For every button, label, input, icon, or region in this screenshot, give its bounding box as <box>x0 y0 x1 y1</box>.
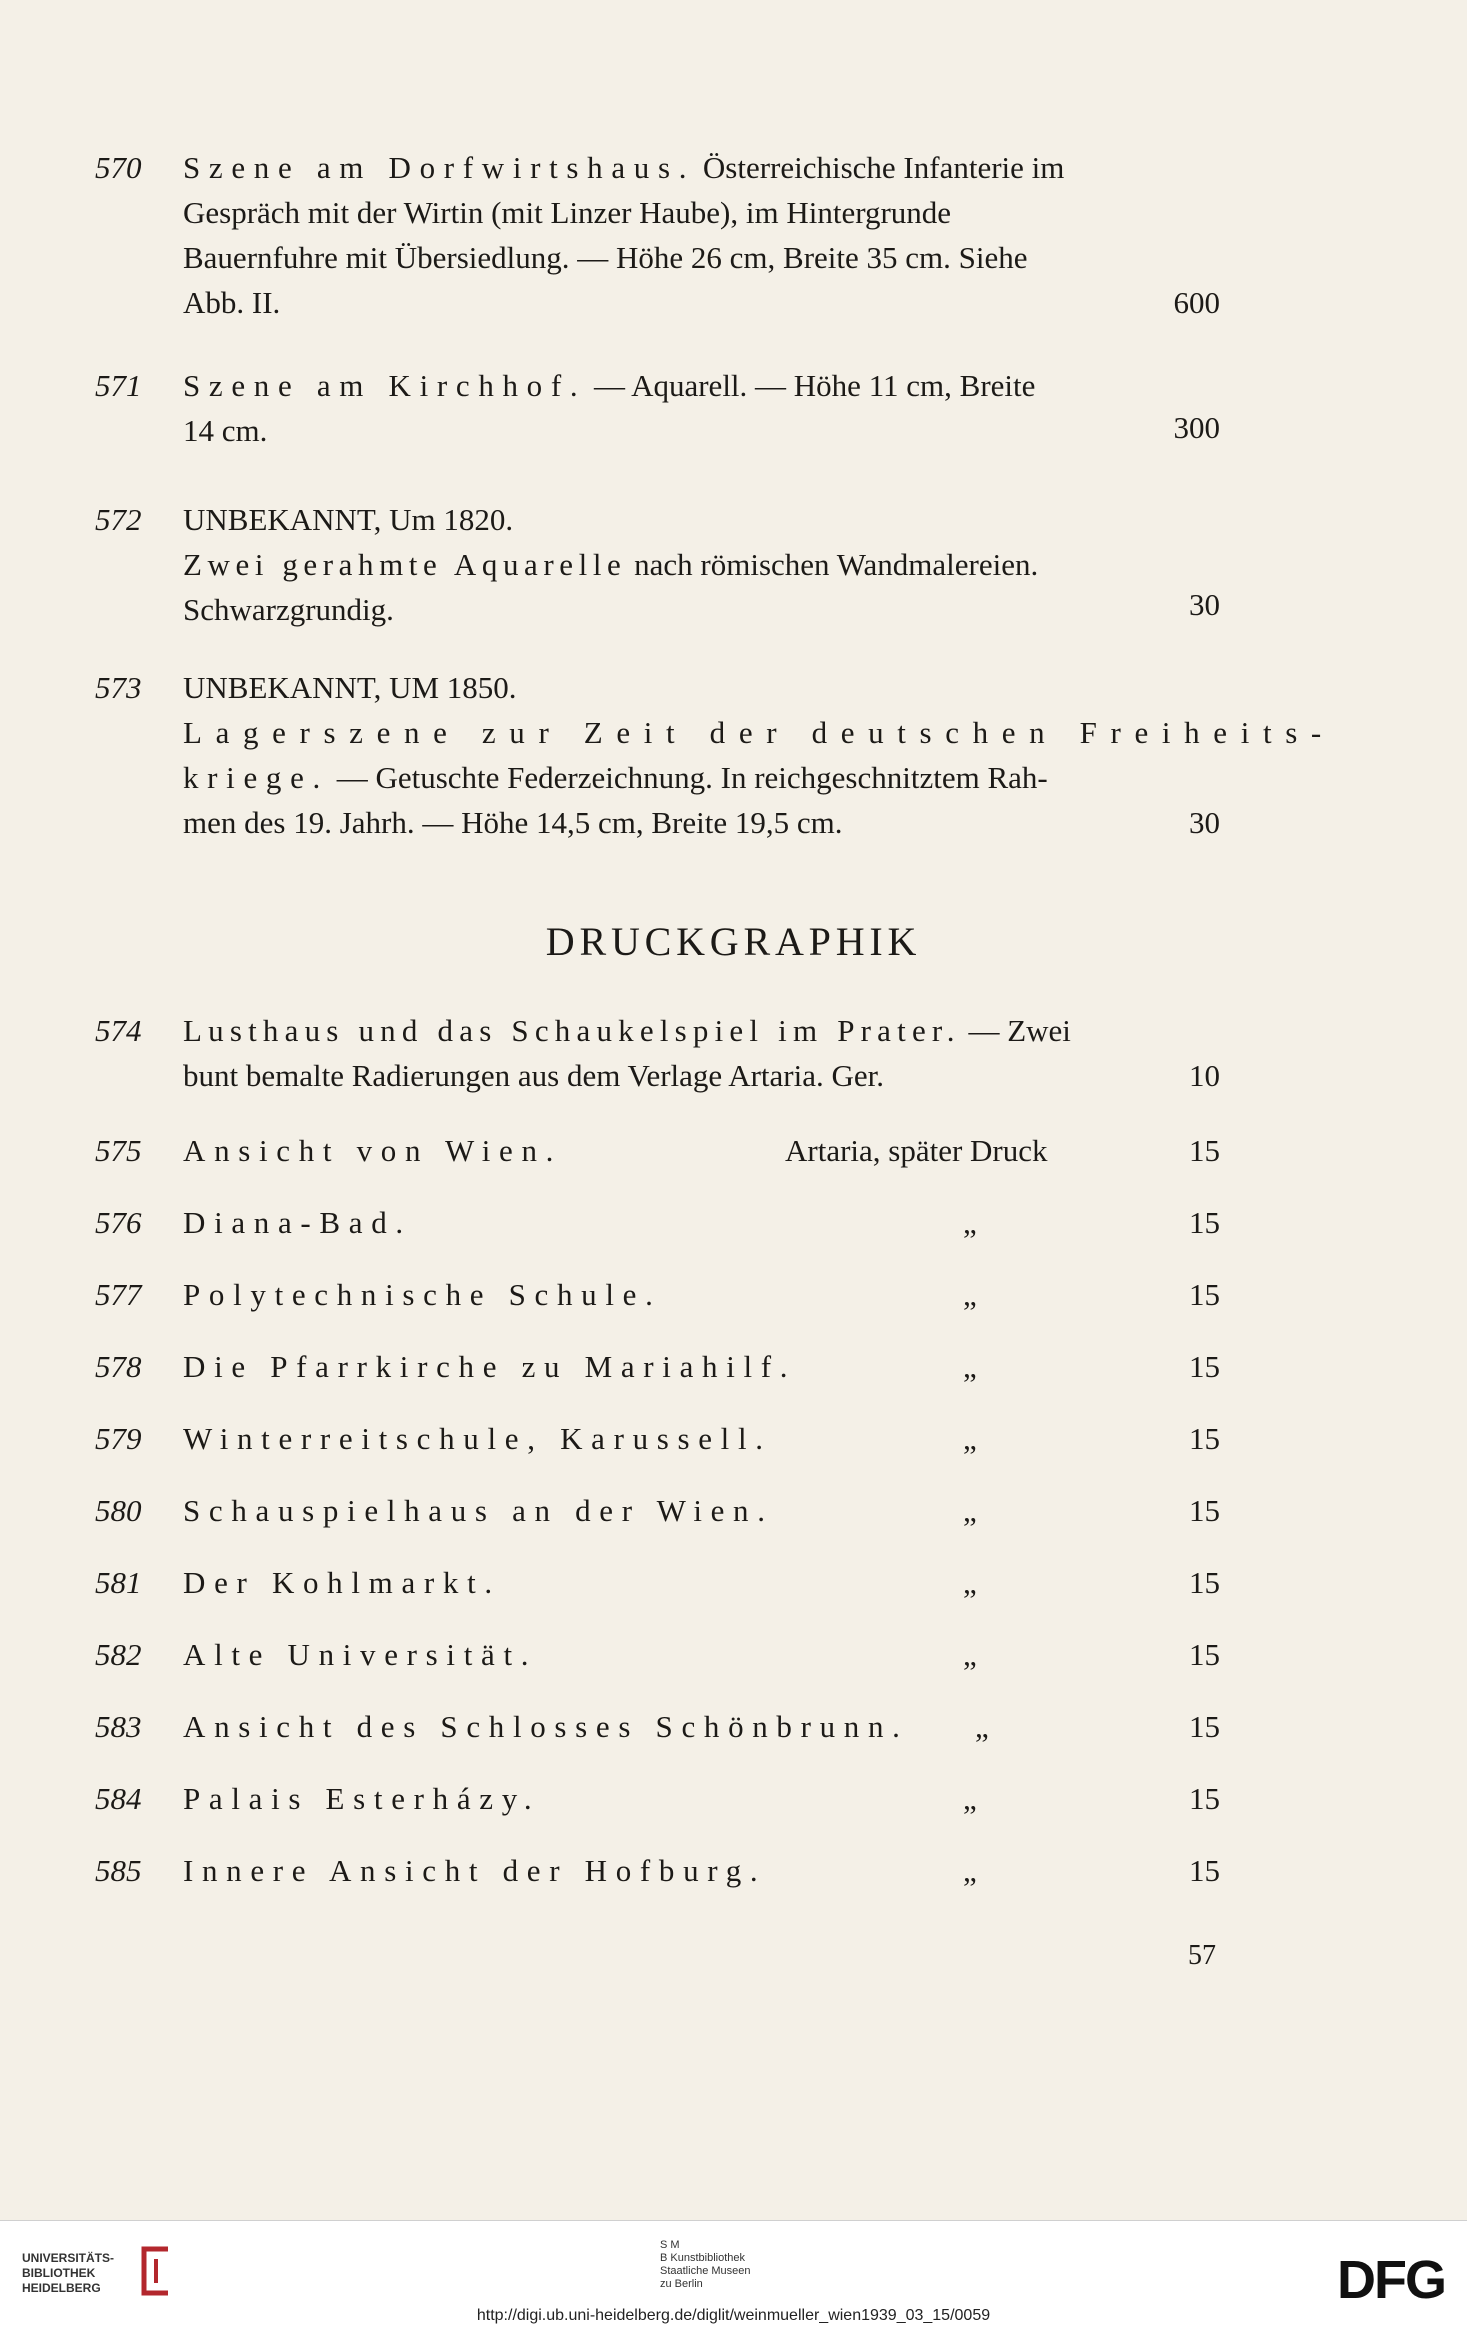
entry-title: Die Pfarrkirche zu Mariahilf. <box>183 1349 797 1384</box>
entry-text <box>183 1488 1220 1533</box>
entry-number: 580 <box>95 1493 142 1528</box>
entry-number: 573 <box>95 670 142 705</box>
library-name <box>22 2251 114 2296</box>
entry-title: Lusthaus und das Schaukelspiel im Prater. <box>183 1013 961 1048</box>
stamp-line: S M <box>660 2239 680 2251</box>
entry-line <box>183 542 1220 587</box>
entry-text <box>183 1008 1220 1098</box>
entry-number: 577 <box>95 1277 142 1312</box>
entry-line: bunt bemalte Radierungen aus dem Verlage Artaria. Ger. <box>183 1058 884 1093</box>
entry-text <box>183 1704 1220 1749</box>
entry-price: 15 <box>1189 1277 1220 1312</box>
entry-title: Innere Ansicht der Hofburg. <box>183 1853 767 1888</box>
entry-text <box>183 145 1220 325</box>
entry-title: Palais Esterházy. <box>183 1781 541 1816</box>
entry-text <box>183 1128 1220 1173</box>
entry-text <box>183 1344 1220 1389</box>
entry-line: Bauernfuhre mit Übersiedlung. — Höhe 26 cm, Breite 35 cm. Siehe <box>183 240 1028 275</box>
entry-title: kriege. <box>183 760 329 795</box>
entry-line: Schwarzgrundig. <box>183 592 394 627</box>
viewer-footer <box>0 2220 1467 2332</box>
catalog-entry-580 <box>95 1488 1220 1533</box>
entry-text <box>183 1200 1220 1245</box>
ditto-mark: „ <box>963 1781 977 1816</box>
entry-number: 583 <box>95 1709 142 1744</box>
entry-line <box>183 710 1335 755</box>
museum-stamp <box>660 2239 751 2291</box>
entry-line-text: nach römischen Wandmalereien. <box>626 547 1039 582</box>
entry-text <box>183 1848 1220 1893</box>
entry-line <box>183 363 1220 408</box>
entry-price: 15 <box>1189 1565 1220 1600</box>
entry-number: 575 <box>95 1133 142 1168</box>
stamp-line: zu Berlin <box>660 2278 703 2290</box>
entry-line-text: Österreichische Infanterie im <box>695 150 1065 185</box>
dfg-logo: DFG <box>1337 2250 1445 2310</box>
ditto-mark: „ <box>975 1709 989 1744</box>
entry-number: 571 <box>95 368 142 403</box>
entry-line: Abb. II. <box>183 285 281 320</box>
entry-title: Ansicht von Wien. <box>183 1133 563 1168</box>
entry-number: 582 <box>95 1637 142 1672</box>
entry-text <box>183 1632 1220 1677</box>
catalog-entry-577 <box>95 1272 1220 1317</box>
entry-price: 600 <box>1173 285 1220 320</box>
library-name-line: UNIVERSITÄTS- <box>22 2251 115 2265</box>
entry-number: 576 <box>95 1205 142 1240</box>
entry-number: 570 <box>95 150 142 185</box>
ditto-mark: „ <box>963 1421 977 1456</box>
section-heading: DRUCKGRAPHIK <box>545 919 922 964</box>
catalog-entry-575 <box>95 1128 1220 1173</box>
catalog-entry-579 <box>95 1416 1220 1461</box>
catalog-entry-572 <box>95 497 1220 637</box>
ditto-mark: „ <box>963 1565 977 1600</box>
entry-price: 15 <box>1189 1205 1220 1240</box>
catalog-entry-584 <box>95 1776 1220 1821</box>
entry-note: Artaria, später Druck <box>785 1133 1048 1168</box>
entry-line <box>183 755 1220 800</box>
entry-number: 581 <box>95 1565 142 1600</box>
library-name-line: HEIDELBERG <box>22 2281 101 2295</box>
entry-price: 15 <box>1189 1781 1220 1816</box>
entry-line-text: — Aquarell. — Höhe 11 cm, Breite <box>586 368 1036 403</box>
ditto-mark: „ <box>963 1349 977 1384</box>
entry-title: Lagerszene zur Zeit der deutschen Freiheits- <box>183 715 1335 750</box>
catalog-entry-573 <box>95 665 1335 855</box>
entry-number: 574 <box>95 1013 142 1048</box>
entry-price: 15 <box>1189 1493 1220 1528</box>
library-name-line: BIBLIOTHEK <box>22 2266 96 2280</box>
entry-line: 14 cm. <box>183 413 268 448</box>
entry-price: 300 <box>1173 410 1220 445</box>
entry-text <box>183 363 1220 453</box>
entry-price: 15 <box>1189 1133 1220 1168</box>
entry-title: Szene am Kirchhof. <box>183 368 587 403</box>
entry-line-text: — Getuschte Federzeichnung. In reichgeschnitztem Rah- <box>328 760 1048 795</box>
catalog-entry-578 <box>95 1344 1220 1389</box>
catalog-entry-582 <box>95 1632 1220 1677</box>
entry-number: 585 <box>95 1853 142 1888</box>
entry-price: 30 <box>1189 587 1220 622</box>
entry-number: 579 <box>95 1421 142 1456</box>
entry-title: Schauspielhaus an der Wien. <box>183 1493 774 1528</box>
entry-line: UNBEKANNT, UM 1850. <box>183 670 517 705</box>
entry-title: Der Kohlmarkt. <box>183 1565 501 1600</box>
entry-text <box>183 497 1220 632</box>
stamp-line: B Kunstbibliothek <box>660 2252 745 2264</box>
entry-price: 15 <box>1189 1421 1220 1456</box>
entry-price: 30 <box>1189 805 1220 840</box>
entry-text <box>183 1560 1220 1605</box>
entry-price: 15 <box>1189 1349 1220 1384</box>
entry-line <box>183 145 1220 190</box>
entry-price: 15 <box>1189 1709 1220 1744</box>
stamp-line: Staatliche Museen <box>660 2265 751 2277</box>
entry-title: Szene am Dorfwirtshaus. <box>183 150 696 185</box>
entry-title: Polytechnische Schule. <box>183 1277 662 1312</box>
ditto-mark: „ <box>963 1205 977 1240</box>
entry-text <box>183 1416 1220 1461</box>
entry-line: Gespräch mit der Wirtin (mit Linzer Haube), im Hintergrunde <box>183 195 952 230</box>
catalog-entry-581 <box>95 1560 1220 1605</box>
entry-price: 15 <box>1189 1637 1220 1672</box>
entry-line-text: — Zwei <box>960 1013 1071 1048</box>
entry-title: Zwei gerahmte Aquarelle <box>183 547 627 582</box>
ditto-mark: „ <box>963 1493 977 1528</box>
entry-title: Diana-Bad. <box>183 1205 412 1240</box>
catalog-entry-576 <box>95 1200 1220 1245</box>
entry-number: 572 <box>95 502 142 537</box>
entry-title: Ansicht des Schlosses Schönbrunn. <box>183 1709 909 1744</box>
ditto-mark: „ <box>963 1853 977 1888</box>
entry-title: Winterreitschule, Karussell. <box>183 1421 772 1456</box>
source-url-link[interactable]: http://digi.ub.uni-heidelberg.de/diglit/weinmueller_wien1939_03_15/0059 <box>476 2307 991 2324</box>
entry-text <box>183 1776 1220 1821</box>
entry-title: Alte Universität. <box>183 1637 538 1672</box>
page-number: 57 <box>1188 1940 1216 1971</box>
catalog-entry-571 <box>95 363 1220 463</box>
catalog-entry-585 <box>95 1848 1220 1893</box>
entry-line <box>183 1008 1220 1053</box>
entry-text <box>183 1272 1220 1317</box>
entry-price: 15 <box>1189 1853 1220 1888</box>
entry-line: UNBEKANNT, Um 1820. <box>183 502 514 537</box>
ditto-mark: „ <box>963 1277 977 1312</box>
ditto-mark: „ <box>963 1637 977 1672</box>
entry-price: 10 <box>1189 1058 1220 1093</box>
catalog-entry-574 <box>95 1008 1220 1108</box>
library-logo-icon <box>138 2245 172 2297</box>
entry-line: men des 19. Jahrh. — Höhe 14,5 cm, Breite 19,5 cm. <box>183 805 843 840</box>
entry-number: 578 <box>95 1349 142 1384</box>
catalog-entry-570 <box>95 145 1220 335</box>
entry-text <box>183 665 1335 845</box>
entry-number: 584 <box>95 1781 142 1816</box>
catalog-entry-583 <box>95 1704 1220 1749</box>
